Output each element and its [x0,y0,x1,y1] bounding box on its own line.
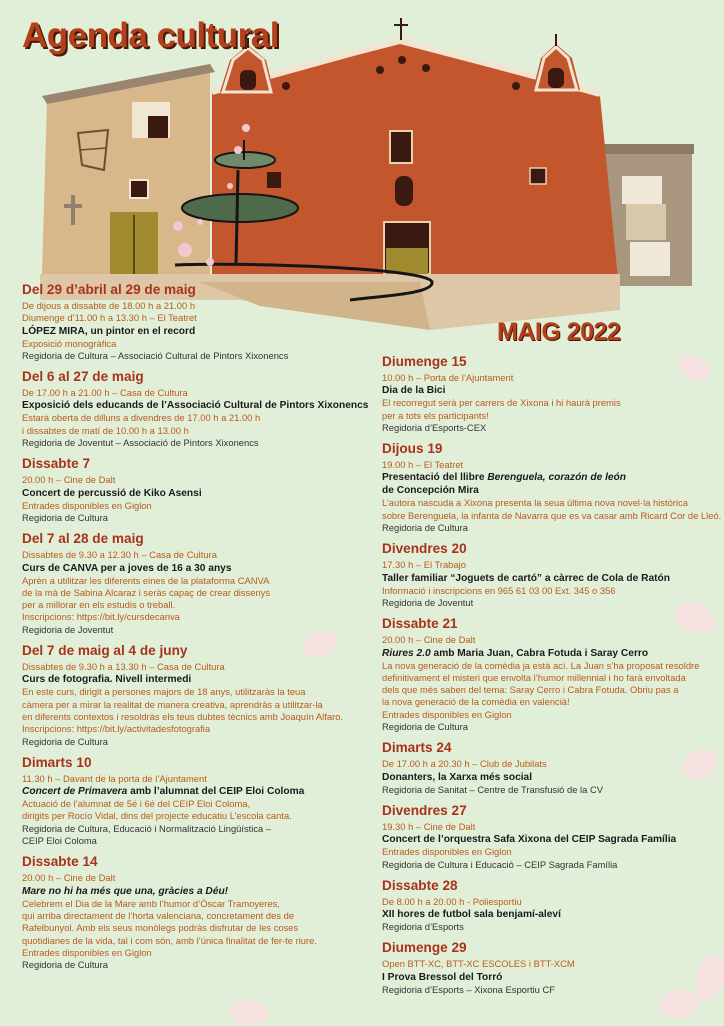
event-time-place: De 17.00 h a 20.30 h – Club de Jubilats [382,758,547,770]
event-title: Curs de CANVA per a joves de 16 a 30 anys [22,562,232,574]
event-time-place: De dijous a dissabte de 18.00 h a 21.00 h [22,300,196,311]
event-title: Concert de l’orquestra Safa Xixona del CEIP Sagrada Família [382,834,677,846]
event-description: per a tots els participants! [382,409,489,421]
event-title: LÓPEZ MIRA, un pintor en el record [22,325,196,337]
event-time-place: Dissabtes de 9.30 a 12.30 h – Casa de Cultura [22,549,217,561]
event-date-heading: Del 29 d’abril al 29 de maig [22,282,196,297]
event-time-place: Diumenge d’11.00 h a 13.30 h – El Teatret [22,312,197,324]
event-title: Riures 2.0 amb Maria Juan, Cabra Fotuda i Saray Cerro [382,647,649,659]
event-description: Inscripcions: https://bit.ly/cursdecanva [22,611,180,623]
event-block [22,456,370,524]
event-description: quotidianes de la vida, tal i com són, amb l’única finalitat de fer-te riure. [22,934,317,946]
event-organizer: Regidoria de Cultura [22,511,108,523]
event-date-heading: Diumenge 15 [382,354,467,369]
event-organizer: Regidoria de Cultura [382,522,468,534]
left-column [22,282,370,978]
event-date-heading: Dissabte 14 [22,854,98,870]
event-organizer: Regidoria de Cultura i Educació – CEIP Sagrada Família [382,858,618,870]
event-organizer: Regidoria de Cultura [22,959,108,971]
event-time-place: 19.00 h – El Teatret [382,459,464,471]
event-block [382,354,712,434]
event-date-heading: Diumenge 29 [382,940,467,956]
event-description: Entrades disponibles en Giglon [382,708,512,720]
event-block [22,531,370,636]
event-description: Celebrem el Dia de la Mare amb l’humor d’Òscar Tramoyeres, [22,897,280,909]
event-organizer: Regidoria de Joventut [382,596,474,608]
event-title: Concert de percussió de Kiko Asensi [22,487,202,499]
event-title: Dia de la Bici [382,385,446,397]
event-date-heading: Dissabte 7 [22,456,91,472]
event-description: per a millorar en els estudis o treball. [22,599,176,611]
event-description: de la mà de Sabina Alcaraz i seràs capaç de crear dissenys [22,586,271,598]
event-description: El recorregut serà per carrers de Xixona i hi haurà premis [382,397,621,409]
event-time-place: 17.30 h – El Trabajo [382,559,466,571]
event-title: Exposició dels educands de l’Associació Cultural de Pintors Xixonencs [22,400,369,412]
event-time-place: 20.00 h – Cine de Dalt [22,474,116,486]
event-organizer: Regidoria d’Esports-CEX [382,421,487,433]
event-block [22,369,370,449]
event-description: En este curs, dirigit a persones majors de 18 anys, utilitzaràs la teua [22,686,306,698]
event-time-place: De 17.00 h a 21.00 h – Casa de Cultura [22,387,188,399]
event-organizer: Regidoria d’Esports [382,921,464,933]
event-description: càmera per a mirar la realitat de manera creativa, aprendràs a utilitzar-la [22,698,323,710]
event-organizer: Regidoria de Cultura – Associació Cultural de Pintors Xixonencs [22,349,289,361]
event-block [22,282,370,362]
event-block [22,854,370,971]
event-date-heading: Dissabte 28 [382,877,458,893]
event-time-place: Dissabtes de 9.30 h a 13.30 h – Casa de Cultura [22,661,225,673]
event-time-place: De 8.00 h a 20.00 h - Poliesportiu [382,895,522,907]
event-description: Informació i inscripcions en 965 61 03 00 Ext. 345 o 356 [382,584,616,596]
event-time-place: 20.00 h – Cine de Dalt [382,634,476,646]
event-description: Entrades disponibles en Giglon [22,946,152,958]
event-description: Actuació de l’alumnat de 5é i 6é del CEIP Eloi Coloma, [22,798,251,810]
event-date-heading: Dijous 19 [382,441,443,457]
event-title: Mare no hi ha més que una, gràcies a Déu! [22,885,229,897]
event-block [382,441,722,534]
event-date-heading: Dissabte 21 [382,616,458,632]
event-description: La nova generació de la comèdia ja està ací. La Juan s’ha proposat resoldre [382,659,700,671]
event-date-heading: Dimarts 24 [382,740,452,756]
event-organizer: Regidoria de Cultura [22,735,108,747]
event-title: I Prova Bressol del Torró [382,971,503,983]
event-date-heading: Divendres 27 [382,802,467,818]
event-block [382,616,712,733]
event-description: qui arriba directament de l’horta valenciana, concretament des de [22,909,295,921]
event-description: dels que més saben del tema: Saray Cerro i Cabra Fotuda. Obriu pas a [382,684,679,696]
event-date-heading: Dimarts 10 [22,754,92,770]
event-block [382,803,712,871]
event-description: Inscripcions: https://bit.ly/activitadesfotografia [22,723,211,735]
event-time-place: 10.00 h – Porta de l’Ajuntament [382,372,514,383]
event-description: dirigits per Rocío Vidal, dins del projecte educatiu L’escola canta. [22,810,292,822]
event-title: de Concepción Mira [382,485,479,497]
event-block [382,878,712,934]
event-time-place: 19.30 h – Cine de Dalt [382,820,476,832]
event-title: Presentació del llibre Berenguela, corazón de león [382,472,627,484]
event-time-place: 11.30 h – Davant de la porta de l’Ajuntament [22,772,207,784]
event-date-heading: Del 6 al 27 de maig [22,369,144,385]
event-organizer: Regidoria d’Esports – Xixona Esportiu CF [382,983,555,995]
event-description: en diferents contextos i resoldràs els teus dubtes tècnics amb Joaquín Alfaro. [22,710,344,722]
event-description: Entrades disponibles en Giglon [382,846,512,858]
event-block [382,541,712,609]
right-column [382,354,722,1003]
event-description: i dissabtes de matí de 10.00 h a 13.00 h [22,424,189,436]
event-organizer: Regidoria de Joventut [22,623,114,635]
event-organizer: CEIP Eloi Coloma [22,835,97,847]
event-description: L’autora nascuda a Xixona presenta la seua última nova novel·la històrica [382,497,688,509]
event-date-heading: Divendres 20 [382,541,467,557]
event-description: la nova generació de la comèdia en valencià! [382,696,570,708]
event-time-place: Open BTT-XC, BTT-XC ESCOLES i BTT-XCM [382,958,575,970]
event-title: Donanters, la Xarxa més social [382,771,533,783]
event-description: definitivament el misteri que envolta l’humor millennial i ho farà envoltada [382,671,686,683]
event-description: Aprèn a utilitzar les diferents eines de la plataforma CANVA [22,574,270,586]
event-time-place: 20.00 h – Cine de Dalt [22,872,116,884]
event-organizer: Regidoria de Cultura, Educació i Normalització Lingüística – [22,822,272,834]
page-title: Agenda cultural [22,16,279,55]
event-block [382,940,712,996]
event-title: Concert de Primavera amb l’alumnat del CEIP Eloi Coloma [22,786,305,798]
event-block [382,740,712,796]
event-block [22,755,370,847]
event-description: Entrades disponibles en Giglon [22,499,152,511]
petal-icon [224,992,274,1026]
event-title: Curs de fotografia. Nivell intermedi [22,674,192,686]
event-organizer: Regidoria de Sanitat – Centre de Transfusió de la CV [382,783,603,795]
event-description: Estarà oberta de dilluns a divendres de 17.00 h a 21.00 h [22,412,261,424]
month-title: MAIG 2022 [497,318,621,346]
event-description: Rafelbunyol. Amb els seus monòlegs podràs disfrutar de les coses [22,922,299,934]
event-description: sobre Berenguela, la infanta de Navarra que es va casar amb Ricard Cor de Lleó. [382,509,722,521]
event-date-heading: Del 7 al 28 de maig [22,531,144,547]
event-block [22,643,370,748]
event-organizer: Regidoria de Cultura [382,721,468,733]
event-organizer: Regidoria de Joventut – Associació de Pintors Xixonencs [22,437,259,449]
event-description: Exposició monogràfica [22,337,117,349]
event-title: XII hores de futbol sala benjamí-aleví [382,909,561,921]
event-title: Taller familiar “Joguets de cartó” a càrrec de Cola de Ratón [382,572,670,584]
event-date-heading: Del 7 de maig al 4 de juny [22,643,188,659]
